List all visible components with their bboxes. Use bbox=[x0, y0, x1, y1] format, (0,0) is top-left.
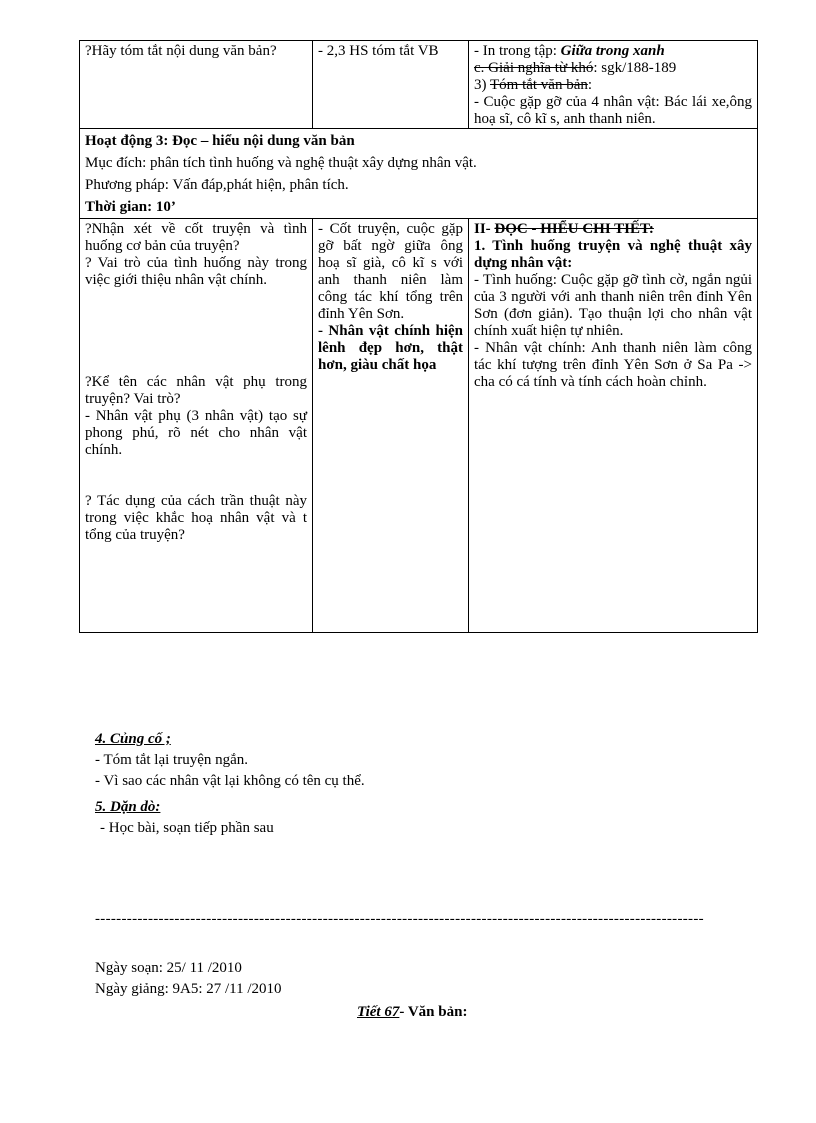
table-row bbox=[80, 41, 758, 129]
row1-question bbox=[80, 41, 313, 129]
activity-time: Thời gian: 10’ bbox=[85, 199, 176, 215]
row3-questions bbox=[80, 219, 313, 633]
ngay-soan: Ngày soạn: 25/ 11 /2010 bbox=[95, 960, 242, 976]
activity-method: Phương pháp: Vấn đáp,phát hiện, phân tích. bbox=[85, 177, 349, 193]
section-heading bbox=[474, 221, 752, 238]
row1-question-text: ?Hãy tóm tắt nội dung văn bản? bbox=[85, 43, 277, 59]
tiet-label: Tiết 67 bbox=[357, 1004, 400, 1020]
lesson-heading bbox=[357, 1002, 467, 1023]
answer-3: - Nhân vật phụ (3 nhân vật) tạo sự phong phú, rõ nét cho nhân vật chính. bbox=[85, 408, 307, 458]
question-1: ?Nhận xét về cốt truyện và tình huống cơ bản của truyện? bbox=[85, 221, 307, 254]
line3-strike: Tóm tắt văn bản bbox=[489, 77, 588, 93]
cungco-item-1: - Tóm tắt lại truyện ngắn. bbox=[95, 752, 249, 768]
row1-activity bbox=[313, 41, 469, 129]
question-2: ? Vai trò của tình huống này trong việc giới thiệu nhân vật chính. bbox=[85, 255, 307, 288]
line3-rest: : bbox=[587, 77, 593, 93]
lesson-table bbox=[79, 40, 758, 633]
row3-activities bbox=[313, 219, 469, 633]
row1-line2 bbox=[474, 60, 752, 77]
line3-prefix: 3) bbox=[474, 77, 487, 93]
heading-strike: ĐỌC - HIỂU CHI TIẾT: bbox=[494, 221, 654, 237]
row3-content bbox=[469, 219, 758, 633]
cungco-section bbox=[95, 729, 365, 792]
content-paragraph-2: - Nhân vật chính: Anh thanh niên làm công tác khí tượng trên đỉnh Yên Sơn ở Sa Pa -> cha có cá tính và tính cách hoàn chỉnh. bbox=[474, 340, 752, 390]
table-row bbox=[80, 129, 758, 219]
cungco-title: 4. Củng cố ; bbox=[95, 731, 171, 747]
activity-answer-2: - Nhân vật chính hiện lênh đẹp hơn, thật hơn, giàu chất họa bbox=[318, 323, 463, 373]
activity-answer-1: - Cốt truyện, cuộc gặp gỡ bất ngờ giữa ông hoạ sĩ già, cô kĩ s với anh thanh niên làm công tác khí tổng trên đỉnh Yên Sơn. bbox=[318, 221, 463, 322]
row1-line1 bbox=[474, 43, 752, 60]
activity-title: Hoạt động 3: Đọc – hiểu nội dung văn bản bbox=[85, 133, 355, 149]
separator-line: ------------------------------------------------------------------------------------------------------------------- bbox=[95, 911, 704, 927]
line1-title: Giữa trong xanh bbox=[560, 43, 665, 59]
row1-content bbox=[469, 41, 758, 129]
sub-heading: 1. Tình huống truyện và nghệ thuật xây dựng nhân vật: bbox=[474, 238, 752, 271]
dando-title: 5. Dặn dò: bbox=[95, 799, 161, 815]
row1-line4: - Cuộc gặp gỡ của 4 nhân vật: Bác lái xe,ông hoạ sĩ, cô kĩ s, anh thanh niên. bbox=[474, 94, 752, 127]
cungco-item-2: - Vì sao các nhân vật lại không có tên cụ thể. bbox=[95, 773, 365, 789]
line1-prefix: - In trong tập: bbox=[474, 43, 557, 59]
tiet-rest: - Văn bản: bbox=[399, 1004, 468, 1020]
heading-prefix: II- bbox=[474, 221, 495, 237]
ngay-giang: Ngày giảng: 9A5: 27 /11 /2010 bbox=[95, 981, 282, 997]
question-3: ?Kể tên các nhân vật phụ trong truyện? Vai trò? bbox=[85, 374, 307, 407]
dando-item-1: - Học bài, soạn tiếp phần sau bbox=[100, 820, 274, 836]
table-row bbox=[80, 219, 758, 633]
row1-line3 bbox=[474, 77, 752, 94]
question-4: ? Tác dụng của cách trần thuật này trong việc khắc hoạ nhân vật và t tổng của truyện? bbox=[85, 493, 307, 543]
line2-strike: c. Giải nghĩa từ khó bbox=[474, 60, 594, 76]
dando-section bbox=[95, 797, 274, 839]
line2-rest: : sgk/188-189 bbox=[593, 60, 677, 76]
row1-activity-text: - 2,3 HS tóm tắt VB bbox=[318, 43, 439, 59]
date-block bbox=[95, 958, 282, 1000]
content-paragraph-1: - Tình huống: Cuộc gặp gỡ tình cờ, ngắn ngủi của 3 người với anh thanh niên trên đỉnh Yên Sơn (đơn giản). Tạo thuận lợi cho nhân vật chính xuất hiện tự nhiên. bbox=[474, 272, 752, 339]
activity-header bbox=[80, 129, 758, 219]
activity-purpose: Mục đích: phân tích tình huống và nghệ thuật xây dựng nhân vật. bbox=[85, 155, 477, 171]
